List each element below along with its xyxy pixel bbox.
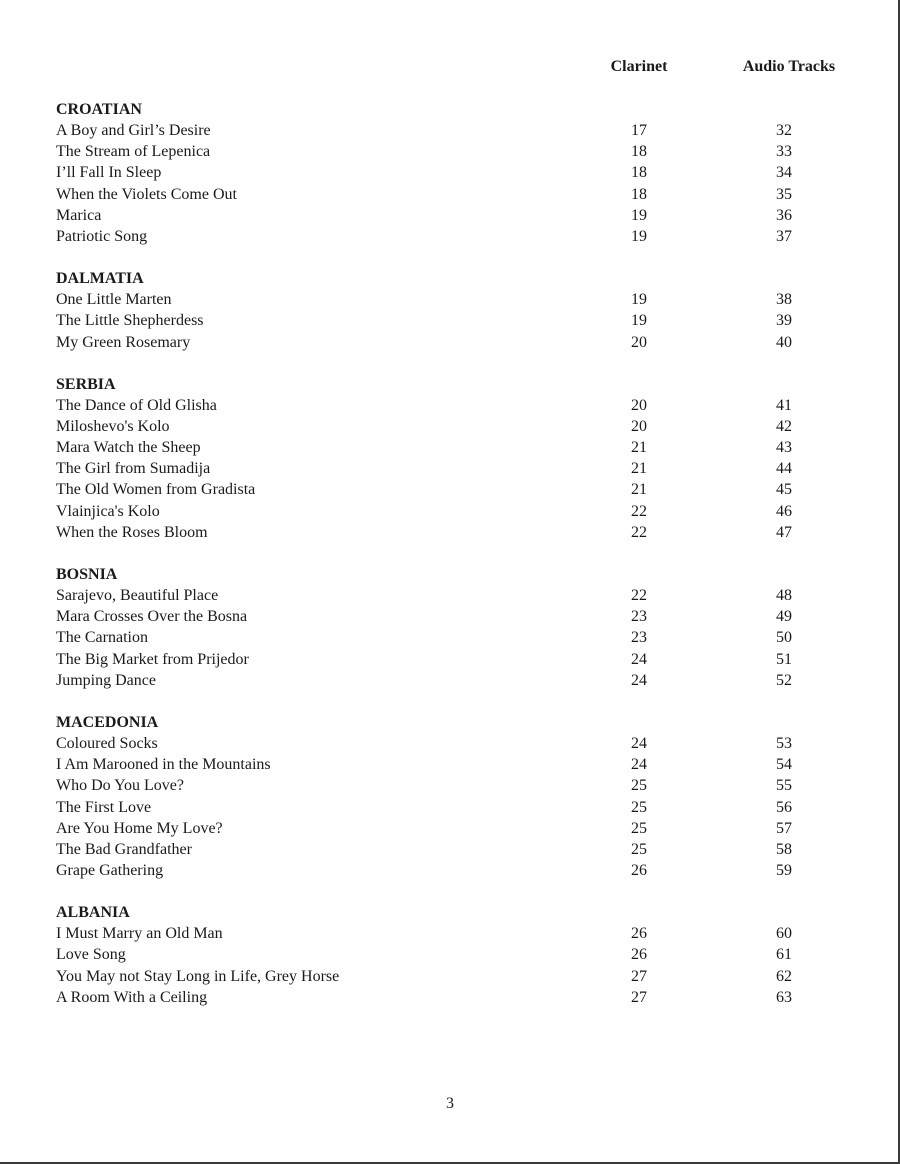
song-title: When the Violets Come Out [56, 185, 237, 203]
song-title: Mara Crosses Over the Bosna [56, 608, 248, 626]
audio-track-number: 33 [776, 143, 792, 161]
toc-entry [56, 479, 856, 500]
toc-entry [56, 923, 856, 944]
audio-track-number: 41 [776, 396, 792, 414]
song-title: Marica [56, 206, 102, 224]
toc-entry [56, 184, 856, 205]
song-title: The Dance of Old Glisha [56, 396, 217, 414]
song-title: Grape Gathering [56, 862, 164, 880]
section-heading: SERBIA [56, 375, 116, 393]
clarinet-page-number: 18 [631, 164, 647, 182]
toc-section-croatian [56, 99, 856, 247]
clarinet-page-number: 26 [631, 925, 647, 943]
clarinet-page-number: 22 [631, 502, 647, 520]
audio-track-number: 49 [776, 608, 792, 626]
song-title: The Girl from Sumadija [56, 460, 211, 478]
clarinet-page-number: 21 [631, 460, 647, 478]
song-title: The Old Women from Gradista [56, 481, 256, 499]
page-number: 3 [446, 1095, 454, 1112]
song-title: Jumping Dance [56, 671, 156, 689]
song-title: I’ll Fall In Sleep [56, 164, 162, 182]
toc-entry [56, 987, 856, 1008]
audio-track-number: 56 [776, 798, 792, 816]
audio-track-number: 53 [776, 734, 792, 752]
section-heading: MACEDONIA [56, 713, 159, 731]
toc-section-serbia [56, 374, 856, 543]
clarinet-page-number: 23 [631, 629, 647, 647]
toc-entry [56, 775, 856, 796]
clarinet-page-number: 27 [631, 967, 647, 985]
toc-entry [56, 458, 856, 479]
audio-track-number: 37 [776, 227, 792, 245]
song-title: A Room With a Ceiling [56, 988, 208, 1006]
audio-track-number: 62 [776, 967, 792, 985]
audio-track-number: 46 [776, 502, 792, 520]
clarinet-page-number: 19 [631, 206, 647, 224]
column-headers [0, 58, 900, 80]
toc-entry [56, 226, 856, 247]
audio-track-number: 55 [776, 777, 792, 795]
audio-track-number: 48 [776, 587, 792, 604]
section-heading: DALMATIA [56, 270, 144, 288]
song-title: The First Love [56, 798, 152, 816]
section-heading: CROATIAN [56, 101, 142, 118]
clarinet-page-number: 19 [631, 312, 647, 330]
toc-entry [56, 332, 856, 353]
song-title: Who Do You Love? [56, 777, 184, 795]
clarinet-page-number: 21 [631, 439, 647, 457]
clarinet-page-number: 19 [631, 291, 647, 309]
audio-track-number: 38 [776, 291, 792, 309]
audio-track-number: 40 [776, 333, 792, 351]
audio-track-number: 43 [776, 439, 792, 457]
clarinet-page-number: 18 [631, 185, 647, 203]
song-title: Mara Watch the Sheep [56, 439, 201, 457]
toc-entry [56, 141, 856, 162]
clarinet-page-number: 20 [631, 396, 647, 414]
audio-track-number: 34 [776, 164, 792, 182]
clarinet-page-number: 24 [631, 650, 647, 668]
audio-track-number: 50 [776, 629, 792, 647]
toc-entry [56, 966, 856, 987]
audio-track-number: 45 [776, 481, 792, 499]
clarinet-page-number: 21 [631, 481, 647, 499]
clarinet-page-number: 25 [631, 798, 647, 816]
toc-entry [56, 606, 856, 627]
audio-track-number: 44 [776, 460, 792, 478]
toc-entry [56, 733, 856, 754]
song-title: Patriotic Song [56, 227, 148, 245]
audio-track-number: 32 [776, 122, 792, 139]
audio-track-number: 59 [776, 862, 792, 880]
audio-track-number: 57 [776, 819, 792, 837]
toc-entry [56, 754, 856, 775]
audio-track-number: 39 [776, 312, 792, 330]
song-title: The Carnation [56, 629, 148, 647]
song-title: The Bad Grandfather [56, 840, 192, 858]
clarinet-page-number: 18 [631, 143, 647, 161]
song-title: I Am Marooned in the Mountains [56, 756, 271, 774]
clarinet-page-number: 26 [631, 862, 647, 880]
song-title: The Big Market from Prijedor [56, 650, 249, 668]
toc-entry [56, 627, 856, 648]
toc-entry [56, 289, 856, 310]
clarinet-page-number: 22 [631, 587, 647, 604]
clarinet-page-number: 25 [631, 819, 647, 837]
audio-track-number: 63 [776, 988, 792, 1006]
toc-section-bosnia [56, 564, 856, 691]
song-title: You May not Stay Long in Life, Grey Horse [56, 967, 340, 985]
toc-entry [56, 395, 856, 416]
song-title: A Boy and Girl’s Desire [56, 122, 211, 139]
audio-track-number: 54 [776, 756, 792, 774]
clarinet-page-number: 24 [631, 671, 647, 689]
clarinet-page-number: 25 [631, 777, 647, 795]
song-title: Vlainjica's Kolo [56, 502, 160, 520]
toc-entry [56, 818, 856, 839]
toc-entry [56, 797, 856, 818]
song-title: Sarajevo, Beautiful Place [56, 587, 219, 604]
clarinet-page-number: 20 [631, 417, 647, 435]
song-title: My Green Rosemary [56, 333, 191, 351]
toc-entry [56, 501, 856, 522]
toc-entry [56, 522, 856, 543]
audio-track-number: 58 [776, 840, 792, 858]
song-title: Are You Home My Love? [56, 819, 223, 837]
toc-section-albania [56, 902, 856, 1008]
clarinet-page-number: 27 [631, 988, 647, 1006]
section-heading: BOSNIA [56, 566, 118, 583]
audio-track-number: 51 [776, 650, 792, 668]
toc-entry [56, 585, 856, 606]
song-title: One Little Marten [56, 291, 172, 309]
audio-track-number: 42 [776, 417, 792, 435]
table-of-contents [56, 99, 856, 1029]
toc-entry [56, 839, 856, 860]
clarinet-page-number: 24 [631, 756, 647, 774]
song-title: Love Song [56, 946, 126, 964]
toc-entry [56, 162, 856, 183]
toc-entry [56, 670, 856, 691]
toc-entry [56, 944, 856, 965]
audio-track-number: 35 [776, 185, 792, 203]
audio-track-number: 36 [776, 206, 792, 224]
clarinet-page-number: 25 [631, 840, 647, 858]
toc-entry [56, 649, 856, 670]
clarinet-page-number: 24 [631, 734, 647, 752]
song-title: Coloured Socks [56, 734, 158, 752]
audio-track-number: 60 [776, 925, 792, 943]
clarinet-page-number: 19 [631, 227, 647, 245]
toc-entry [56, 120, 856, 141]
toc-entry [56, 860, 856, 881]
song-title: I Must Marry an Old Man [56, 925, 223, 943]
toc-entry [56, 205, 856, 226]
clarinet-page-number: 22 [631, 523, 647, 541]
song-title: The Stream of Lepenica [56, 143, 211, 161]
clarinet-page-number: 23 [631, 608, 647, 626]
toc-section-dalmatia [56, 268, 856, 353]
audio-tracks-column-header: Audio Tracks [742, 58, 836, 75]
clarinet-column-header: Clarinet [610, 58, 668, 75]
toc-entry [56, 310, 856, 331]
audio-track-number: 52 [776, 671, 792, 689]
audio-track-number: 47 [776, 523, 792, 541]
clarinet-page-number: 20 [631, 333, 647, 351]
song-title: Miloshevo's Kolo [56, 417, 170, 435]
section-heading: ALBANIA [56, 904, 130, 922]
clarinet-page-number: 26 [631, 946, 647, 964]
song-title: When the Roses Bloom [56, 523, 208, 541]
toc-section-macedonia [56, 712, 856, 881]
toc-entry [56, 416, 856, 437]
toc-entry [56, 437, 856, 458]
song-title: The Little Shepherdess [56, 312, 204, 330]
audio-track-number: 61 [776, 946, 792, 964]
clarinet-page-number: 17 [631, 122, 647, 139]
